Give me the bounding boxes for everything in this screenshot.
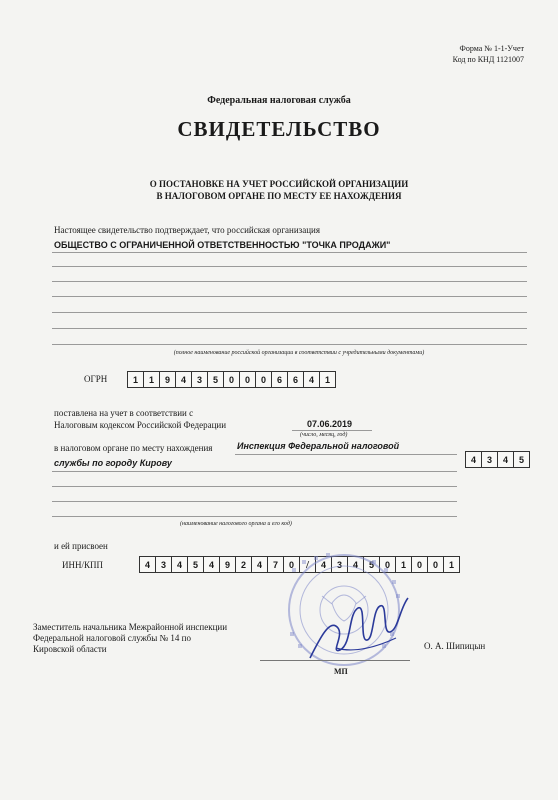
position-line-2: Федеральной налоговой службы № 14 по — [33, 633, 191, 643]
agency-name: Федеральная налоговая служба — [207, 95, 351, 106]
ogrn-digit: 9 — [159, 371, 176, 388]
kpp-digit: 4 — [315, 556, 332, 573]
inn-digit: 4 — [251, 556, 268, 573]
ogrn-digit: 3 — [191, 371, 208, 388]
kpp-digit: 3 — [331, 556, 348, 573]
organization-line — [52, 328, 527, 329]
inn-kpp-separator: / — [299, 556, 316, 573]
organization-line — [52, 266, 527, 267]
kpp-digit: 0 — [379, 556, 396, 573]
handwritten-signature-icon — [300, 588, 420, 668]
organization-name: ОБЩЕСТВО С ОГРАНИЧЕННОЙ ОТВЕТСТВЕННОСТЬЮ "ТОЧКА ПРОДАЖИ" — [54, 240, 391, 250]
form-header — [453, 43, 524, 65]
kpp-digit: 1 — [395, 556, 412, 573]
organization-caption: (полное наименование российской организации в соответствии с учредительными документами) — [173, 350, 425, 356]
authority-code-digit: 3 — [481, 451, 498, 468]
organization-line — [52, 312, 527, 313]
signature-line — [260, 660, 410, 661]
date-line — [292, 430, 372, 431]
position-line-1: Заместитель начальника Межрайонной инспекции — [33, 622, 228, 632]
inn-digit: 2 — [235, 556, 252, 573]
signatory-position — [33, 622, 227, 655]
organization-line — [52, 281, 527, 282]
ogrn-digit: 6 — [271, 371, 288, 388]
inn-digit: 7 — [267, 556, 284, 573]
ogrn-digit: 5 — [207, 371, 224, 388]
inn-digit: 4 — [171, 556, 188, 573]
ogrn-digit: 1 — [143, 371, 160, 388]
registration-basis — [54, 407, 226, 431]
inn-digit: 9 — [219, 556, 236, 573]
knd-code: Код по КНД 1121007 — [452, 55, 524, 64]
authority-line — [52, 471, 457, 472]
inn-digit: 0 — [283, 556, 300, 573]
ogrn-boxes — [128, 371, 336, 388]
inn-digit: 4 — [139, 556, 156, 573]
authority-line — [235, 454, 457, 455]
document-title: СВИДЕТЕЛЬСТВО — [177, 117, 381, 141]
kpp-digit: 0 — [411, 556, 428, 573]
authority-code-digit: 5 — [513, 451, 530, 468]
authority-name-part-1: Инспекция Федеральной налоговой — [237, 441, 400, 451]
ogrn-digit: 0 — [239, 371, 256, 388]
authority-line — [52, 501, 457, 502]
document-subtitle — [0, 178, 558, 202]
signatory-name: О. А. Шипицын — [424, 641, 486, 651]
organization-line — [52, 296, 527, 297]
ogrn-label: ОГРН — [84, 374, 108, 384]
organization-line — [52, 344, 527, 345]
authority-name-part-2: службы по городу Кирову — [54, 458, 172, 468]
registration-line-1: поставлена на учет в соответствии с — [54, 408, 194, 418]
registration-date: 07.06.2019 — [307, 419, 353, 429]
ogrn-digit: 0 — [223, 371, 240, 388]
inn-digit: 4 — [203, 556, 220, 573]
ogrn-digit: 6 — [287, 371, 304, 388]
stamp-label: МП — [334, 667, 348, 676]
subtitle-line-1: О ПОСТАНОВКЕ НА УЧЕТ РОССИЙСКОЙ ОРГАНИЗАЦИИ — [149, 179, 409, 189]
ogrn-digit: 0 — [255, 371, 272, 388]
ogrn-digit: 1 — [319, 371, 336, 388]
ogrn-digit: 1 — [127, 371, 144, 388]
authority-code-digit: 4 — [497, 451, 514, 468]
inn-digit: 3 — [155, 556, 172, 573]
inn-digit: 5 — [187, 556, 204, 573]
kpp-digit: 0 — [427, 556, 444, 573]
authority-code-digit: 4 — [465, 451, 482, 468]
kpp-digit: 5 — [363, 556, 380, 573]
authority-intro: в налоговом органе по месту нахождения — [54, 443, 213, 453]
kpp-digit: 4 — [347, 556, 364, 573]
inn-assigned: и ей присвоен — [54, 541, 108, 551]
form-number: Форма № 1-1-Учет — [459, 44, 524, 53]
registration-line-2: Налоговым кодексом Российской Федерации — [54, 420, 227, 430]
kpp-digit: 1 — [443, 556, 460, 573]
position-line-3: Кировской области — [33, 644, 107, 654]
ogrn-digit: 4 — [303, 371, 320, 388]
date-caption: (число, месяц, год) — [300, 432, 348, 438]
authority-code-boxes — [466, 451, 530, 468]
authority-caption: (наименование налогового органа и его код) — [180, 521, 292, 527]
authority-line — [52, 486, 457, 487]
organization-line — [52, 252, 527, 253]
authority-line — [52, 516, 457, 517]
ogrn-digit: 4 — [175, 371, 192, 388]
organization-intro: Настоящее свидетельство подтверждает, что российская организация — [54, 225, 320, 235]
subtitle-line-2: В НАЛОГОВОМ ОРГАНЕ ПО МЕСТУ ЕЕ НАХОЖДЕНИЯ — [156, 191, 402, 201]
inn-kpp-label: ИНН/КПП — [62, 560, 104, 570]
